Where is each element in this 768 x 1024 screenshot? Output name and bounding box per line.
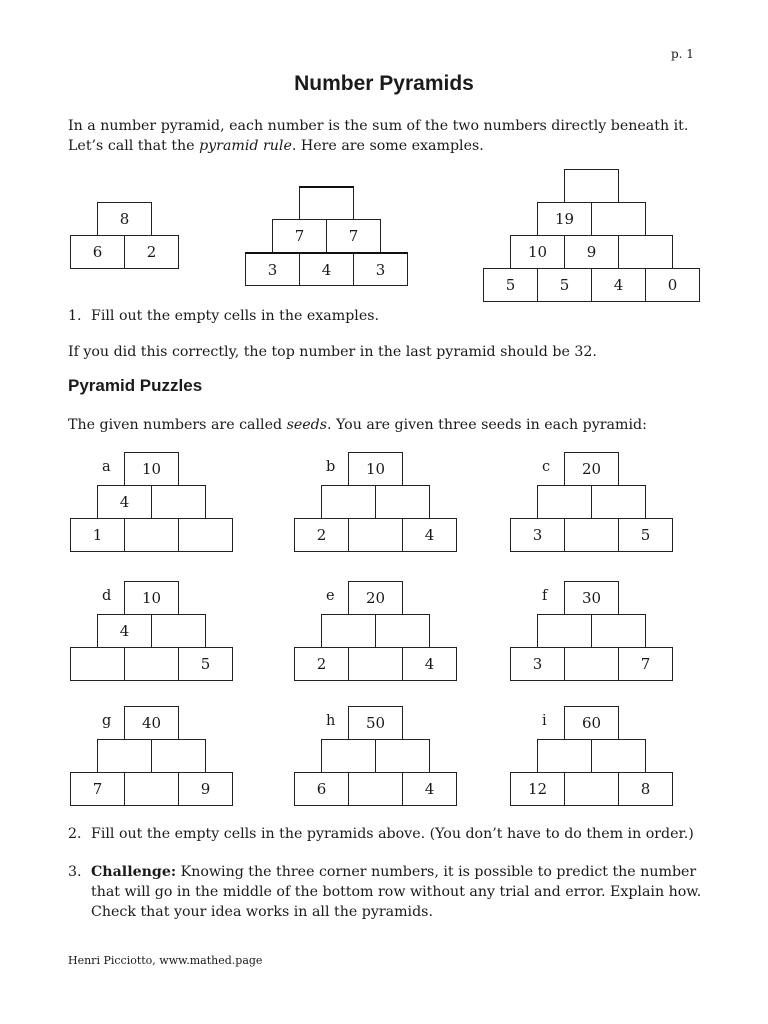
seeds-text-after: . You are given three seeds in each pyramid:	[327, 417, 647, 433]
puzzle-label: a	[102, 459, 111, 475]
puzzle-bottom-cell[interactable]: 2	[294, 647, 349, 681]
puzzle-bottom-cell[interactable]	[178, 518, 233, 552]
puzzle-middle-cell[interactable]	[151, 614, 206, 648]
example-2-cell[interactable]: 3	[245, 252, 300, 286]
puzzle-middle-cell[interactable]	[375, 614, 430, 648]
example-1-cell[interactable]: 2	[124, 235, 179, 269]
puzzle-middle-cell[interactable]	[537, 614, 592, 648]
question-2-text: Fill out the empty cells in the pyramids above. (You don’t have to do them in order.)	[91, 826, 694, 842]
puzzle-bottom-cell[interactable]: 4	[402, 647, 457, 681]
example-3-cell[interactable]	[618, 235, 673, 269]
example-3-cell[interactable]: 10	[510, 235, 565, 269]
puzzle-middle-cell[interactable]	[591, 739, 646, 773]
puzzle-bottom-cell[interactable]: 4	[402, 518, 457, 552]
example-3-cell[interactable]: 9	[564, 235, 619, 269]
puzzle-bottom-cell[interactable]	[564, 772, 619, 806]
puzzle-middle-cell[interactable]: 4	[97, 485, 152, 519]
puzzle-bottom-cell[interactable]: 6	[294, 772, 349, 806]
puzzle-middle-cell[interactable]	[151, 485, 206, 519]
seeds-term: seeds	[286, 417, 328, 433]
puzzle-middle-cell[interactable]	[151, 739, 206, 773]
puzzle-bottom-cell[interactable]	[124, 647, 179, 681]
puzzle-middle-cell[interactable]	[97, 739, 152, 773]
puzzle-bottom-cell[interactable]	[348, 647, 403, 681]
puzzle-bottom-cell[interactable]: 5	[618, 518, 673, 552]
puzzle-bottom-cell[interactable]: 7	[618, 647, 673, 681]
intro-paragraph	[68, 116, 708, 156]
seeds-text-before: The given numbers are called	[68, 417, 287, 433]
puzzle-top-cell[interactable]: 50	[348, 706, 403, 740]
puzzle-bottom-cell[interactable]: 9	[178, 772, 233, 806]
example-2-cell[interactable]: 3	[353, 252, 408, 286]
puzzle-middle-cell[interactable]	[537, 739, 592, 773]
question-1-number: 1.	[68, 308, 82, 324]
puzzle-bottom-cell[interactable]: 1	[70, 518, 125, 552]
challenge-label: Challenge:	[91, 864, 177, 880]
puzzle-bottom-cell[interactable]: 3	[510, 647, 565, 681]
page-number: p. 1	[671, 47, 694, 61]
puzzle-top-cell[interactable]: 60	[564, 706, 619, 740]
puzzle-bottom-cell[interactable]	[348, 772, 403, 806]
puzzle-top-cell[interactable]: 20	[564, 452, 619, 486]
puzzle-middle-cell[interactable]	[321, 485, 376, 519]
example-3-cell[interactable]: 4	[591, 268, 646, 302]
puzzle-label: c	[542, 459, 551, 475]
example-2-cell[interactable]: 7	[326, 219, 381, 253]
puzzle-middle-cell[interactable]	[591, 614, 646, 648]
example-2-cell[interactable]	[299, 186, 354, 220]
puzzle-bottom-cell[interactable]	[124, 518, 179, 552]
puzzle-label: d	[102, 588, 112, 604]
puzzle-middle-cell[interactable]	[321, 614, 376, 648]
example-1-cell[interactable]: 6	[70, 235, 125, 269]
puzzle-top-cell[interactable]: 10	[124, 581, 179, 615]
intro-text-before: In a number pyramid, each number is the sum of the two numbers directly beneath it. Let’s call that the	[68, 118, 689, 154]
puzzle-middle-cell[interactable]	[375, 485, 430, 519]
intro-term: pyramid rule	[199, 138, 292, 154]
puzzle-top-cell[interactable]: 40	[124, 706, 179, 740]
puzzle-top-cell[interactable]: 10	[348, 452, 403, 486]
puzzle-label: e	[326, 588, 335, 604]
puzzle-middle-cell[interactable]: 4	[97, 614, 152, 648]
puzzle-bottom-cell[interactable]	[70, 647, 125, 681]
example-2-cell[interactable]: 4	[299, 252, 354, 286]
challenge-text: Knowing the three corner numbers, it is possible to predict the number that will go in the middle of the bottom row without any trial and error. Explain how. Check that your idea works in all the pyramids.	[91, 864, 702, 920]
example-3-cell[interactable]	[591, 202, 646, 236]
puzzle-middle-cell[interactable]	[375, 739, 430, 773]
page-title: Number Pyramids	[294, 72, 474, 95]
puzzle-label: b	[326, 459, 336, 475]
example-1-cell[interactable]: 8	[97, 202, 152, 236]
puzzle-top-cell[interactable]: 30	[564, 581, 619, 615]
puzzle-middle-cell[interactable]	[537, 485, 592, 519]
puzzle-bottom-cell[interactable]: 8	[618, 772, 673, 806]
question-3-number: 3.	[68, 864, 82, 880]
puzzle-bottom-cell[interactable]: 12	[510, 772, 565, 806]
question-1-text: Fill out the empty cells in the examples.	[91, 308, 380, 324]
example-3-cell[interactable]	[564, 169, 619, 203]
puzzle-bottom-cell[interactable]: 3	[510, 518, 565, 552]
puzzle-bottom-cell[interactable]: 4	[402, 772, 457, 806]
example-3-cell[interactable]: 5	[483, 268, 538, 302]
question-2-number: 2.	[68, 826, 82, 842]
puzzle-bottom-cell[interactable]	[564, 518, 619, 552]
puzzle-bottom-cell[interactable]	[348, 518, 403, 552]
example-3-cell[interactable]: 19	[537, 202, 592, 236]
check-text: If you did this correctly, the top number in the last pyramid should be 32.	[68, 344, 597, 360]
puzzle-top-cell[interactable]: 10	[124, 452, 179, 486]
section-heading: Pyramid Puzzles	[68, 376, 203, 395]
puzzle-label: g	[102, 713, 112, 729]
intro-text-after: . Here are some examples.	[291, 138, 484, 154]
puzzle-top-cell[interactable]: 20	[348, 581, 403, 615]
puzzle-bottom-cell[interactable]: 5	[178, 647, 233, 681]
question-3-text	[91, 862, 711, 922]
puzzle-label: h	[326, 713, 336, 729]
seeds-intro	[68, 415, 708, 435]
puzzle-middle-cell[interactable]	[321, 739, 376, 773]
puzzle-label: i	[542, 713, 547, 729]
puzzle-bottom-cell[interactable]: 2	[294, 518, 349, 552]
footer-credit: Henri Picciotto, www.mathed.page	[68, 954, 263, 967]
puzzle-bottom-cell[interactable]: 7	[70, 772, 125, 806]
example-3-cell[interactable]: 5	[537, 268, 592, 302]
example-2-cell[interactable]: 7	[272, 219, 327, 253]
puzzle-label: f	[542, 588, 548, 604]
puzzle-bottom-cell[interactable]	[124, 772, 179, 806]
example-3-cell[interactable]: 0	[645, 268, 700, 302]
puzzle-bottom-cell[interactable]	[564, 647, 619, 681]
puzzle-middle-cell[interactable]	[591, 485, 646, 519]
